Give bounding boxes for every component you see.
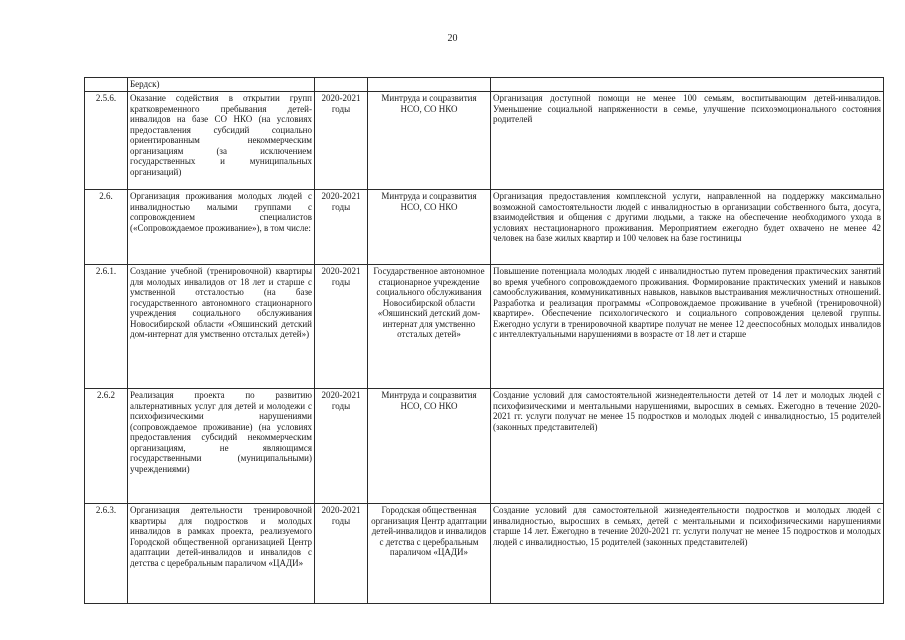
result-cell: Организация доступной помощи не менее 100 семьям, воспитывающим детей-инвалидов. Уменьшение социальной напряженности в семье, улучшение психоэмоционального состояния родителей xyxy=(491,92,884,190)
table-row xyxy=(85,389,884,504)
page-number: 20 xyxy=(447,33,458,44)
measure-cell: Бердск) xyxy=(128,78,315,92)
row-number-cell: 2.6.2 xyxy=(85,389,128,504)
executor-cell: Городская общественная организация Центр адаптации детей-инвалидов и инвалидов с детства с церебральным параличом «ЦАДИ» xyxy=(368,504,491,604)
result-cell: Организация предоставления комплексной услуги, направленной на поддержку максимально возможной самостоятельности людей с инвалидностью в организации собственного быта, досуга, взаимодействия и общения с другими людьми, а также на обеспечение необходимого ухода в условиях нестационарного проживания. Мероприятием ежегодно будет охвачено не менее 42 человек на базе жилых квартир и 100 человек на базе гостиницы xyxy=(491,190,884,265)
executor-cell: Минтруда и соцразвития НСО, СО НКО xyxy=(368,190,491,265)
executor-cell: Государственное автономное стационарное учреждение социального обслуживания Новосибирской области «Ояшинский детский дом-интернат для умственно отсталых детей» xyxy=(368,265,491,389)
row-number-cell: 2.5.6. xyxy=(85,92,128,190)
period-cell: 2020-2021 годы xyxy=(315,389,368,504)
table-row xyxy=(85,92,884,190)
measure-cell: Реализация проекта по развитию альтернативных услуг для детей и молодежи с психофизическими нарушениями (сопровождаемое проживание) (на условиях предоставления субсидий некоммерческим организациям, не являющимся государственными (муниципальными) учреждениями) xyxy=(128,389,315,504)
period-cell xyxy=(315,78,368,92)
executor-cell: Минтруда и соцразвития НСО, СО НКО xyxy=(368,92,491,190)
period-cell: 2020-2021 годы xyxy=(315,92,368,190)
period-cell: 2020-2021 годы xyxy=(315,265,368,389)
row-number-cell: 2.6.1. xyxy=(85,265,128,389)
measures-table xyxy=(84,77,884,604)
result-cell: Создание условий для самостоятельной жизнедеятельности детей от 14 лет и молодых людей с психофизическими и ментальными нарушениями, выросших в семьях. Ежегодно в течение 2020-2021 гг. услуги получат не менее 15 подростков и молодых людей с инвалидностью, 15 родителей (законных представителей) xyxy=(491,389,884,504)
table-row xyxy=(85,190,884,265)
result-cell xyxy=(491,78,884,92)
measure-cell: Организация проживания молодых людей с инвалидностью малыми группами с сопровождением специалистов («Сопровождаемое проживание»), в том числе: xyxy=(128,190,315,265)
measure-cell: Создание учебной (тренировочной) квартиры для молодых инвалидов от 18 лет и старше с умственной отсталостью (на базе государственного автономного стационарного учреждения социального обслуживания Новосибирской области «Ояшинский детский дом-интернат для умственно отсталых детей») xyxy=(128,265,315,389)
period-cell: 2020-2021 годы xyxy=(315,504,368,604)
executor-cell: Минтруда и соцразвития НСО, СО НКО xyxy=(368,389,491,504)
result-cell: Повышение потенциала молодых людей с инвалидностью путем проведения практических занятий во время учебного сопровождаемого проживания. Формирование практических умений и навыков самообслуживания, коммуникативных навыков, навыков выстраивания межличностных отношений. Разработка и реализация программы «Сопровождаемое проживание в учебной (тренировочной) квартире». Обеспечение психологического и социального сопровождения целевой группы. Ежегодно услуги в тренировочной квартире получат не менее 12 дееспособных молодых инвалидов с интеллектуальными нарушениями в возрасте от 18 лет и старше xyxy=(491,265,884,389)
executor-cell xyxy=(368,78,491,92)
row-number-cell: 2.6.3. xyxy=(85,504,128,604)
measure-cell: Оказание содействия в открытии групп кратковременного пребывания детей-инвалидов на базе СО НКО (на условиях предоставления субсидий социально ориентированным некоммерческим организациям (за исключением государственных и муниципальных организаций) xyxy=(128,92,315,190)
row-number-cell: 2.6. xyxy=(85,190,128,265)
result-cell: Создание условий для самостоятельной жизнедеятельности подростков и молодых людей с инвалидностью, выросших в семьях, детей с ментальными и психофизическими нарушениями старше 14 лет. Ежегодно в течение 2020-2021 гг. услуги получат не менее 15 подростков и молодых людей с инвалидностью, 15 родителей (законных представителей) xyxy=(491,504,884,604)
table-row xyxy=(85,504,884,604)
period-cell: 2020-2021 годы xyxy=(315,190,368,265)
table-row xyxy=(85,78,884,92)
row-number-cell xyxy=(85,78,128,92)
measure-cell: Организация деятельности тренировочной квартиры для подростков и молодых инвалидов в рамках проекта, реализуемого Городской общественной организацией Центр адаптации детей-инвалидов и инвалидов с детства с церебральным параличом «ЦАДИ» xyxy=(128,504,315,604)
table-row xyxy=(85,265,884,389)
